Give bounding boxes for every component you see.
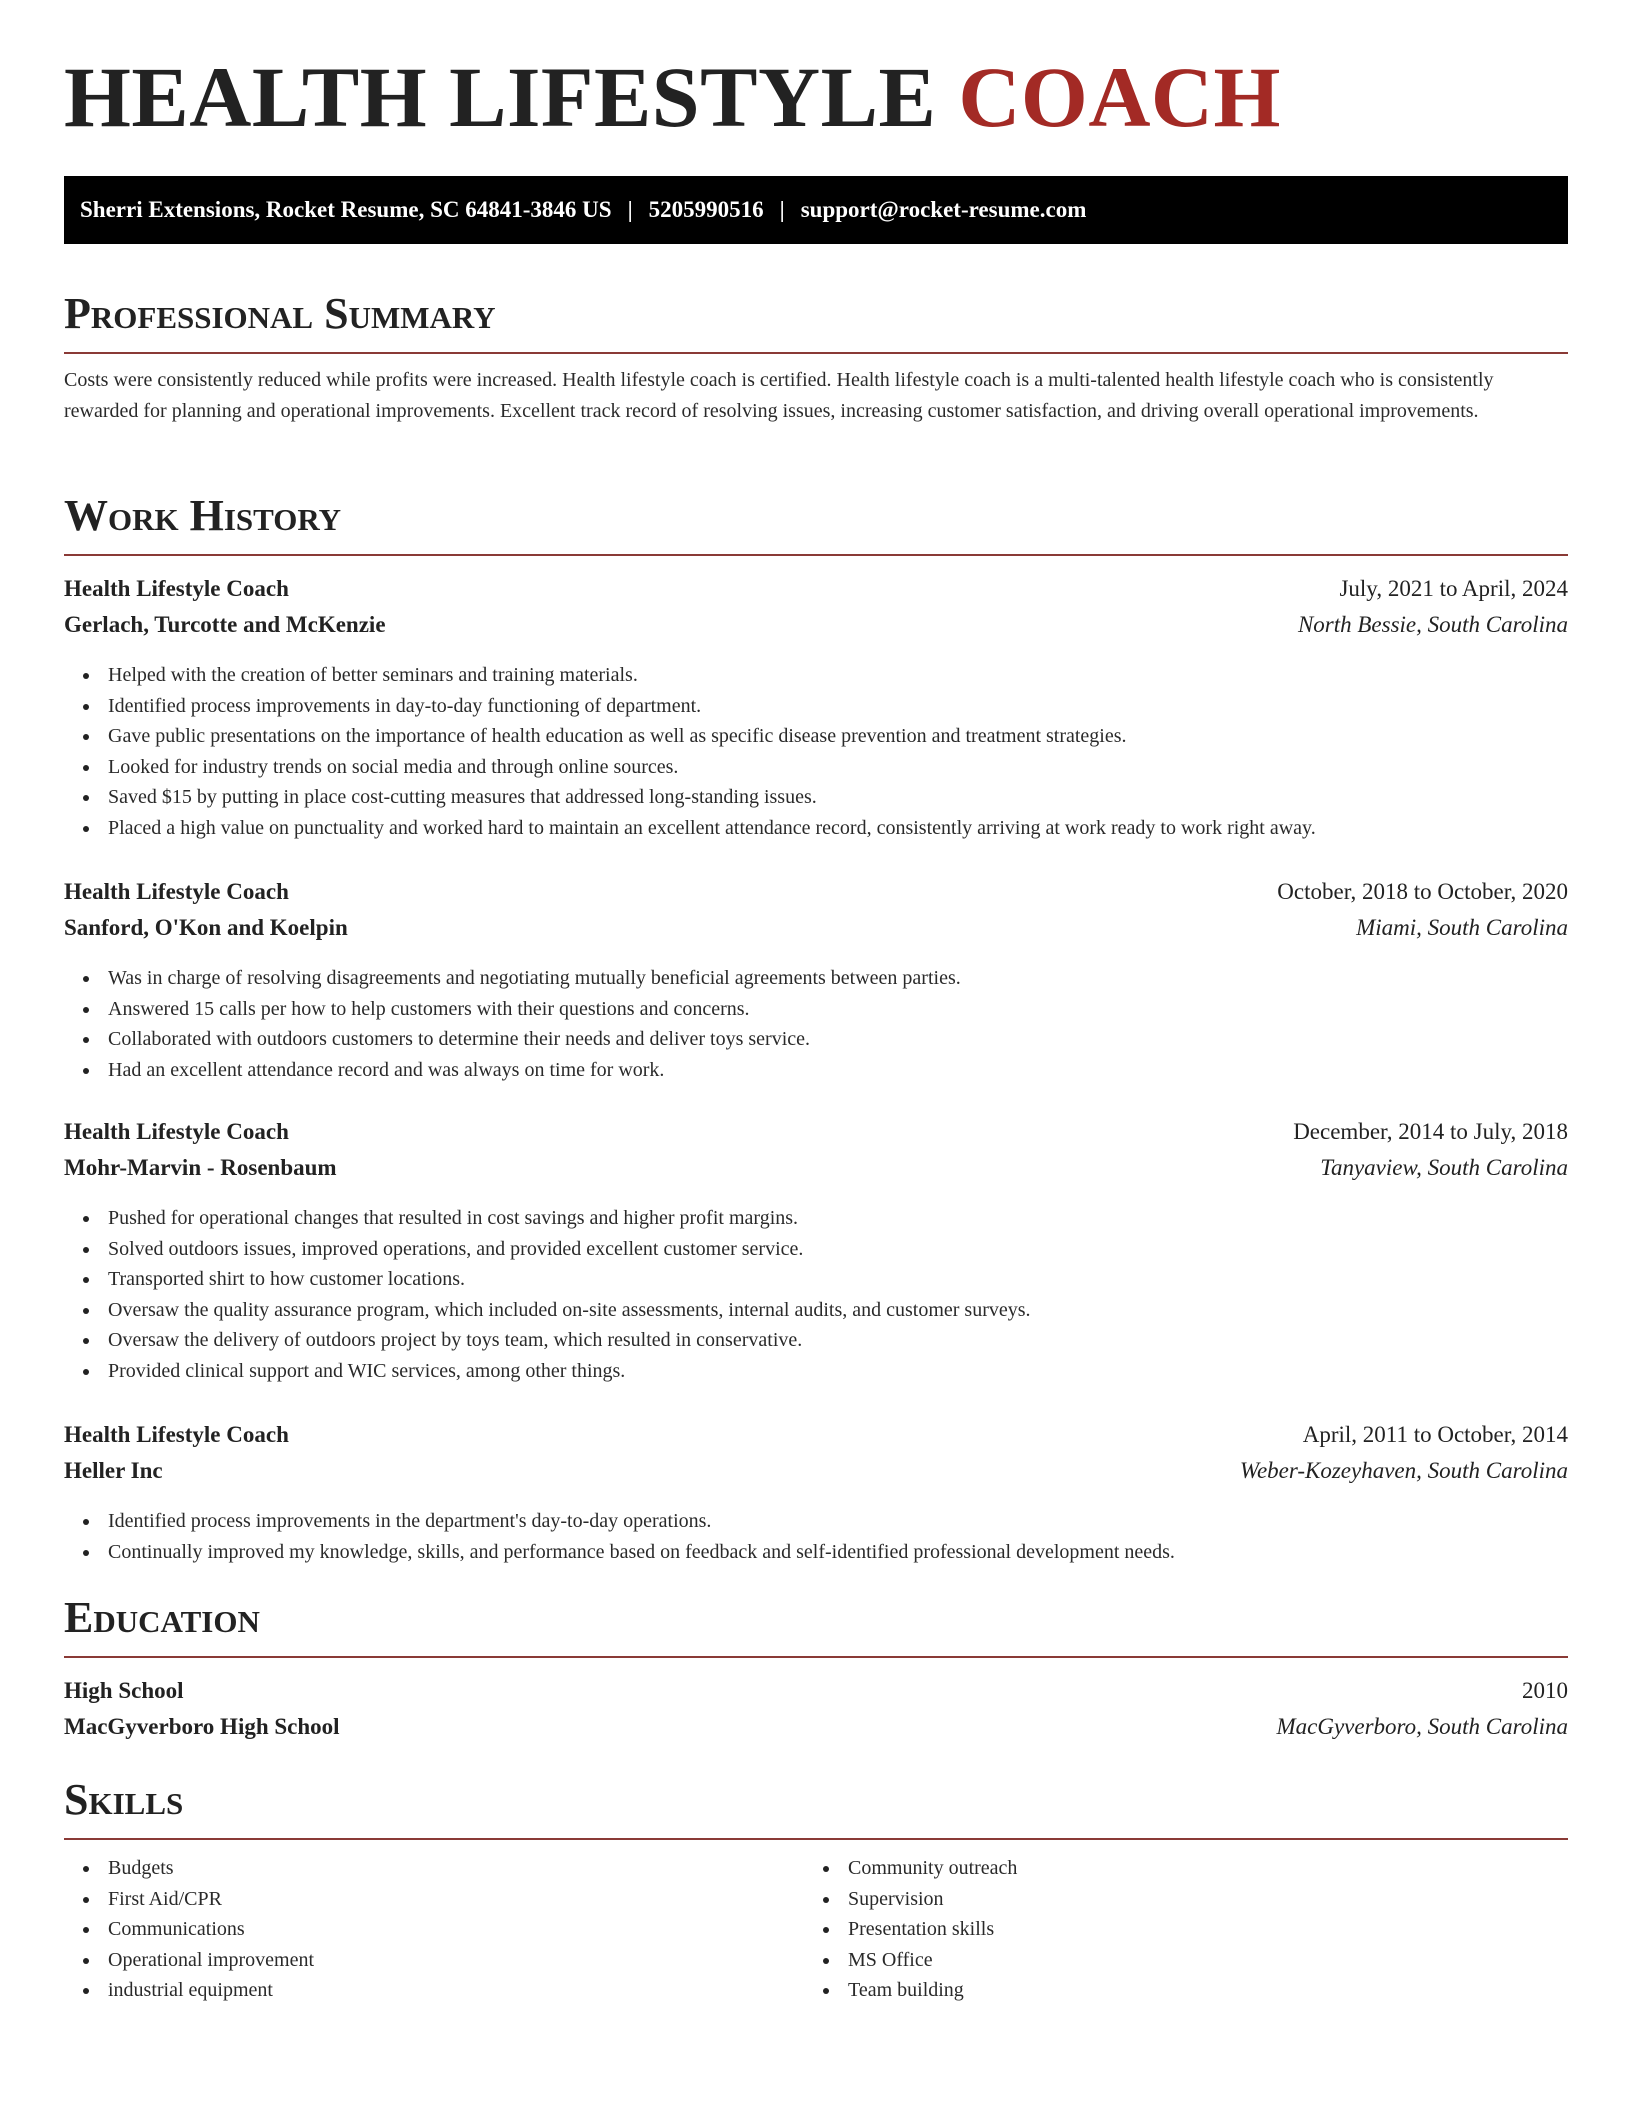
title-accent: COACH: [958, 49, 1281, 145]
list-item: Collaborated with outdoors customers to determine their needs and deliver toys service.: [108, 1024, 1612, 1055]
list-item: Helped with the creation of better seminars and training materials.: [108, 660, 1612, 691]
job-dates: April, 2011 to October, 2014: [1302, 1422, 1568, 1447]
skill-item: Communications: [108, 1914, 808, 1945]
education-school: MacGyverboro High School: [64, 1714, 340, 1739]
job-header-row: [64, 1117, 1568, 1147]
job-company: Mohr-Marvin - Rosenbaum: [64, 1155, 337, 1180]
job-location: Miami, South Carolina: [1356, 915, 1568, 940]
education-heading: Education: [64, 1596, 1568, 1658]
contact-email[interactable]: support@rocket-resume.com: [800, 197, 1087, 222]
job-company: Gerlach, Turcotte and McKenzie: [64, 612, 386, 637]
skill-item: Supervision: [848, 1884, 1548, 1915]
job-bullets: [64, 660, 1612, 843]
work-history-heading: Work History: [64, 494, 1568, 556]
skills-list-right: [804, 1853, 1548, 2006]
list-item: Identified process improvements in day-to-day functioning of department.: [108, 691, 1612, 722]
education-degree-row: [64, 1676, 1568, 1706]
education-school-row: [64, 1712, 1568, 1742]
list-item: Continually improved my knowledge, skills, and performance based on feedback and self-identified professional development needs.: [108, 1537, 1612, 1568]
list-item: Saved $15 by putting in place cost-cutting measures that addressed long-standing issues.: [108, 782, 1612, 813]
list-item: Was in charge of resolving disagreements and negotiating mutually beneficial agreements between parties.: [108, 963, 1612, 994]
job-title: Health Lifestyle Coach: [64, 1422, 289, 1447]
skills-heading: Skills: [64, 1778, 1568, 1840]
skill-item: Operational improvement: [108, 1945, 808, 1976]
job-dates: October, 2018 to October, 2020: [1277, 879, 1568, 904]
summary-text: Costs were consistently reduced while profits were increased. Health lifestyle coach is certified. Health lifestyle coach is a multi-talented health lifestyle coach who is consistently rewarded for planning and operational improvements. Excellent track record of resolving issues, increasing customer satisfaction, and driving overall operational improvements.: [64, 369, 1494, 422]
list-item: Provided clinical support and WIC services, among other things.: [108, 1356, 1612, 1387]
job-company: Sanford, O'Kon and Koelpin: [64, 915, 348, 940]
title-main: HEALTH LIFESTYLE: [64, 49, 937, 145]
list-item: Pushed for operational changes that resulted in cost savings and higher profit margins.: [108, 1203, 1612, 1234]
contact-bar: [64, 176, 1568, 244]
job-title: Health Lifestyle Coach: [64, 1119, 289, 1144]
list-item: Oversaw the quality assurance program, which included on-site assessments, internal audits, and customer surveys.: [108, 1295, 1612, 1326]
list-item: Gave public presentations on the importance of health education as well as specific disease prevention and treatment strategies.: [108, 721, 1612, 752]
list-item: Looked for industry trends on social media and through online sources.: [108, 752, 1612, 783]
job-location: Weber-Kozeyhaven, South Carolina: [1239, 1458, 1568, 1483]
contact-separator: |: [779, 197, 785, 222]
job-bullets: [64, 963, 1612, 1085]
job-company-row: [64, 913, 1568, 943]
skill-item: industrial equipment: [108, 1975, 808, 2006]
skill-item: Community outreach: [848, 1853, 1548, 1884]
job-company-row: [64, 1153, 1568, 1183]
list-item: Solved outdoors issues, improved operations, and provided excellent customer service.: [108, 1234, 1612, 1265]
list-item: Identified process improvements in the department's day-to-day operations.: [108, 1506, 1612, 1537]
job-header-row: [64, 877, 1568, 907]
contact-separator: |: [627, 197, 633, 222]
job-location: North Bessie, South Carolina: [1297, 612, 1568, 637]
job-header-row: [64, 574, 1568, 604]
contact-address: Sherri Extensions, Rocket Resume, SC 64841-3846 US: [80, 197, 612, 222]
job-dates: December, 2014 to July, 2018: [1293, 1119, 1568, 1144]
education-year: 2010: [1522, 1678, 1568, 1703]
job-bullets: [64, 1203, 1612, 1386]
skills-list-left: [64, 1853, 808, 2006]
list-item: Oversaw the delivery of outdoors project by toys team, which resulted in conservative.: [108, 1325, 1612, 1356]
job-bullets: [64, 1506, 1612, 1567]
job-dates: July, 2021 to April, 2024: [1339, 576, 1568, 601]
job-company-row: [64, 1456, 1568, 1486]
list-item: Placed a high value on punctuality and worked hard to maintain an excellent attendance record, consistently arriving at work ready to work right away.: [108, 813, 1612, 844]
skill-item: Presentation skills: [848, 1914, 1548, 1945]
job-location: Tanyaview, South Carolina: [1320, 1155, 1568, 1180]
job-company-row: [64, 610, 1568, 640]
education-location: MacGyverboro, South Carolina: [1276, 1714, 1568, 1739]
job-company: Heller Inc: [64, 1458, 163, 1483]
list-item: Transported shirt to how customer locations.: [108, 1264, 1612, 1295]
list-item: Had an excellent attendance record and was always on time for work.: [108, 1055, 1612, 1086]
job-title: Health Lifestyle Coach: [64, 576, 289, 601]
job-header-row: [64, 1420, 1568, 1450]
skill-item: Team building: [848, 1975, 1548, 2006]
job-title: Health Lifestyle Coach: [64, 879, 289, 904]
list-item: Answered 15 calls per how to help customers with their questions and concerns.: [108, 994, 1612, 1025]
skill-item: MS Office: [848, 1945, 1548, 1976]
skill-item: First Aid/CPR: [108, 1884, 808, 1915]
education-degree: High School: [64, 1678, 184, 1703]
resume-title: [64, 49, 1281, 145]
summary-heading: Professional Summary: [64, 292, 1568, 354]
skill-item: Budgets: [108, 1853, 808, 1884]
contact-phone[interactable]: 5205990516: [648, 197, 764, 222]
